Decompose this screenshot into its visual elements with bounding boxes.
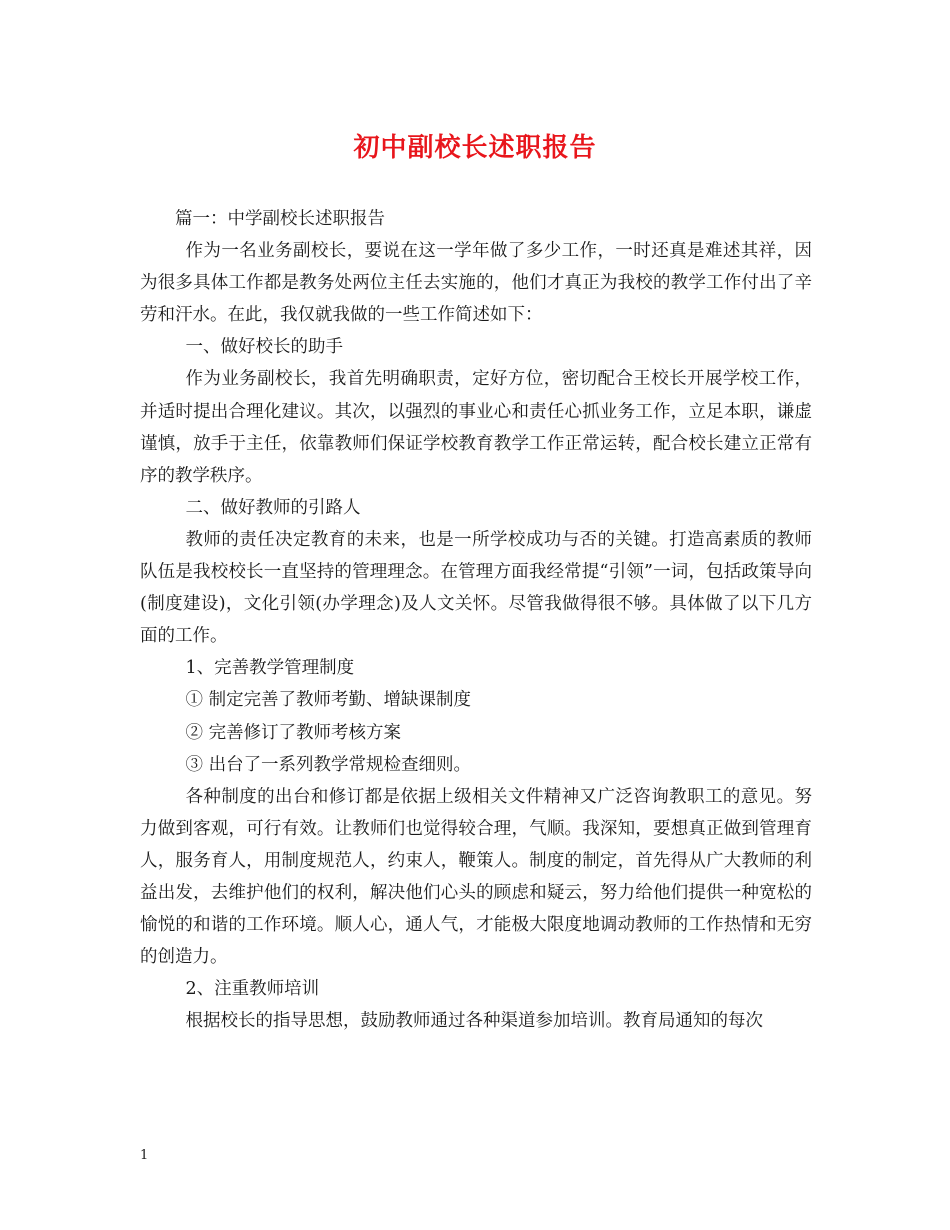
paragraph: 教师的责任决定教育的未来，也是一所学校成功与否的关键。打造高素质的教师队伍是我校校长一直坚持的管理理念。在管理方面我经常提“引领”一词，包括政策导向(制度建设)，文化引领(办学理念)及人文关怀。尽管我做得很不够。具体做了以下几方面的工作。 (140, 529, 812, 647)
document-title: 初中副校长述职报告 (353, 133, 597, 163)
paragraph: 作为一名业务副校长，要说在这一学年做了多少工作，一时还真是难述其祥，因为很多具体工作都是教务处两位主任去实施的，他们才真正为我校的教学工作付出了辛劳和汗水。在此，我仅就我做的一些工作简述如下： (140, 241, 812, 326)
paragraph: 1、完善教学管理制度 (185, 658, 355, 679)
paragraph: ③ 出台了一系列教学常规检查细则。 (185, 754, 472, 775)
paragraph: 各种制度的出台和修订都是依据上级相关文件精神又广泛咨询教职工的意见。努力做到客观，可行有效。让教师们也觉得较合理，气顺。我深知，要想真正做到管理育人，服务育人，用制度规范人，约束人，鞭策人。制度的制定，首先得从广大教师的利益出发，去维护他们的权利，解决他们心头的顾虑和疑云，努力给他们提供一种宽松的愉悦的和谐的工作环境。顺人心，通人气，才能极大限度地调动教师的工作热情和无穷的创造力。 (140, 786, 812, 968)
paragraph: 篇一：中学副校长述职报告 (175, 209, 385, 229)
paragraph: 二、做好教师的引路人 (185, 497, 361, 518)
paragraph: 2、注重教师培训 (185, 979, 320, 1000)
paragraph: 作为业务副校长，我首先明确职责，定好方位，密切配合王校长开展学校工作，并适时提出合理化建议。其次，以强烈的事业心和责任心抓业务工作，立足本职，谦虚谨慎，放手于主任，依靠教师们保证学校教育教学工作正常运转，配合校长建立正常有序的教学秩序。 (140, 369, 812, 486)
paragraph: ① 制定完善了教师考勤、增缺课制度 (185, 690, 472, 711)
page-number: 1 (140, 1148, 149, 1163)
document-body (140, 203, 812, 1037)
paragraph: 根据校长的指导思想，鼓励教师通过各种渠道参加培训。教育局通知的每次 (185, 1011, 763, 1032)
paragraph: 一、做好校长的助手 (185, 337, 343, 358)
paragraph: ② 完善修订了教师考核方案 (185, 722, 402, 743)
